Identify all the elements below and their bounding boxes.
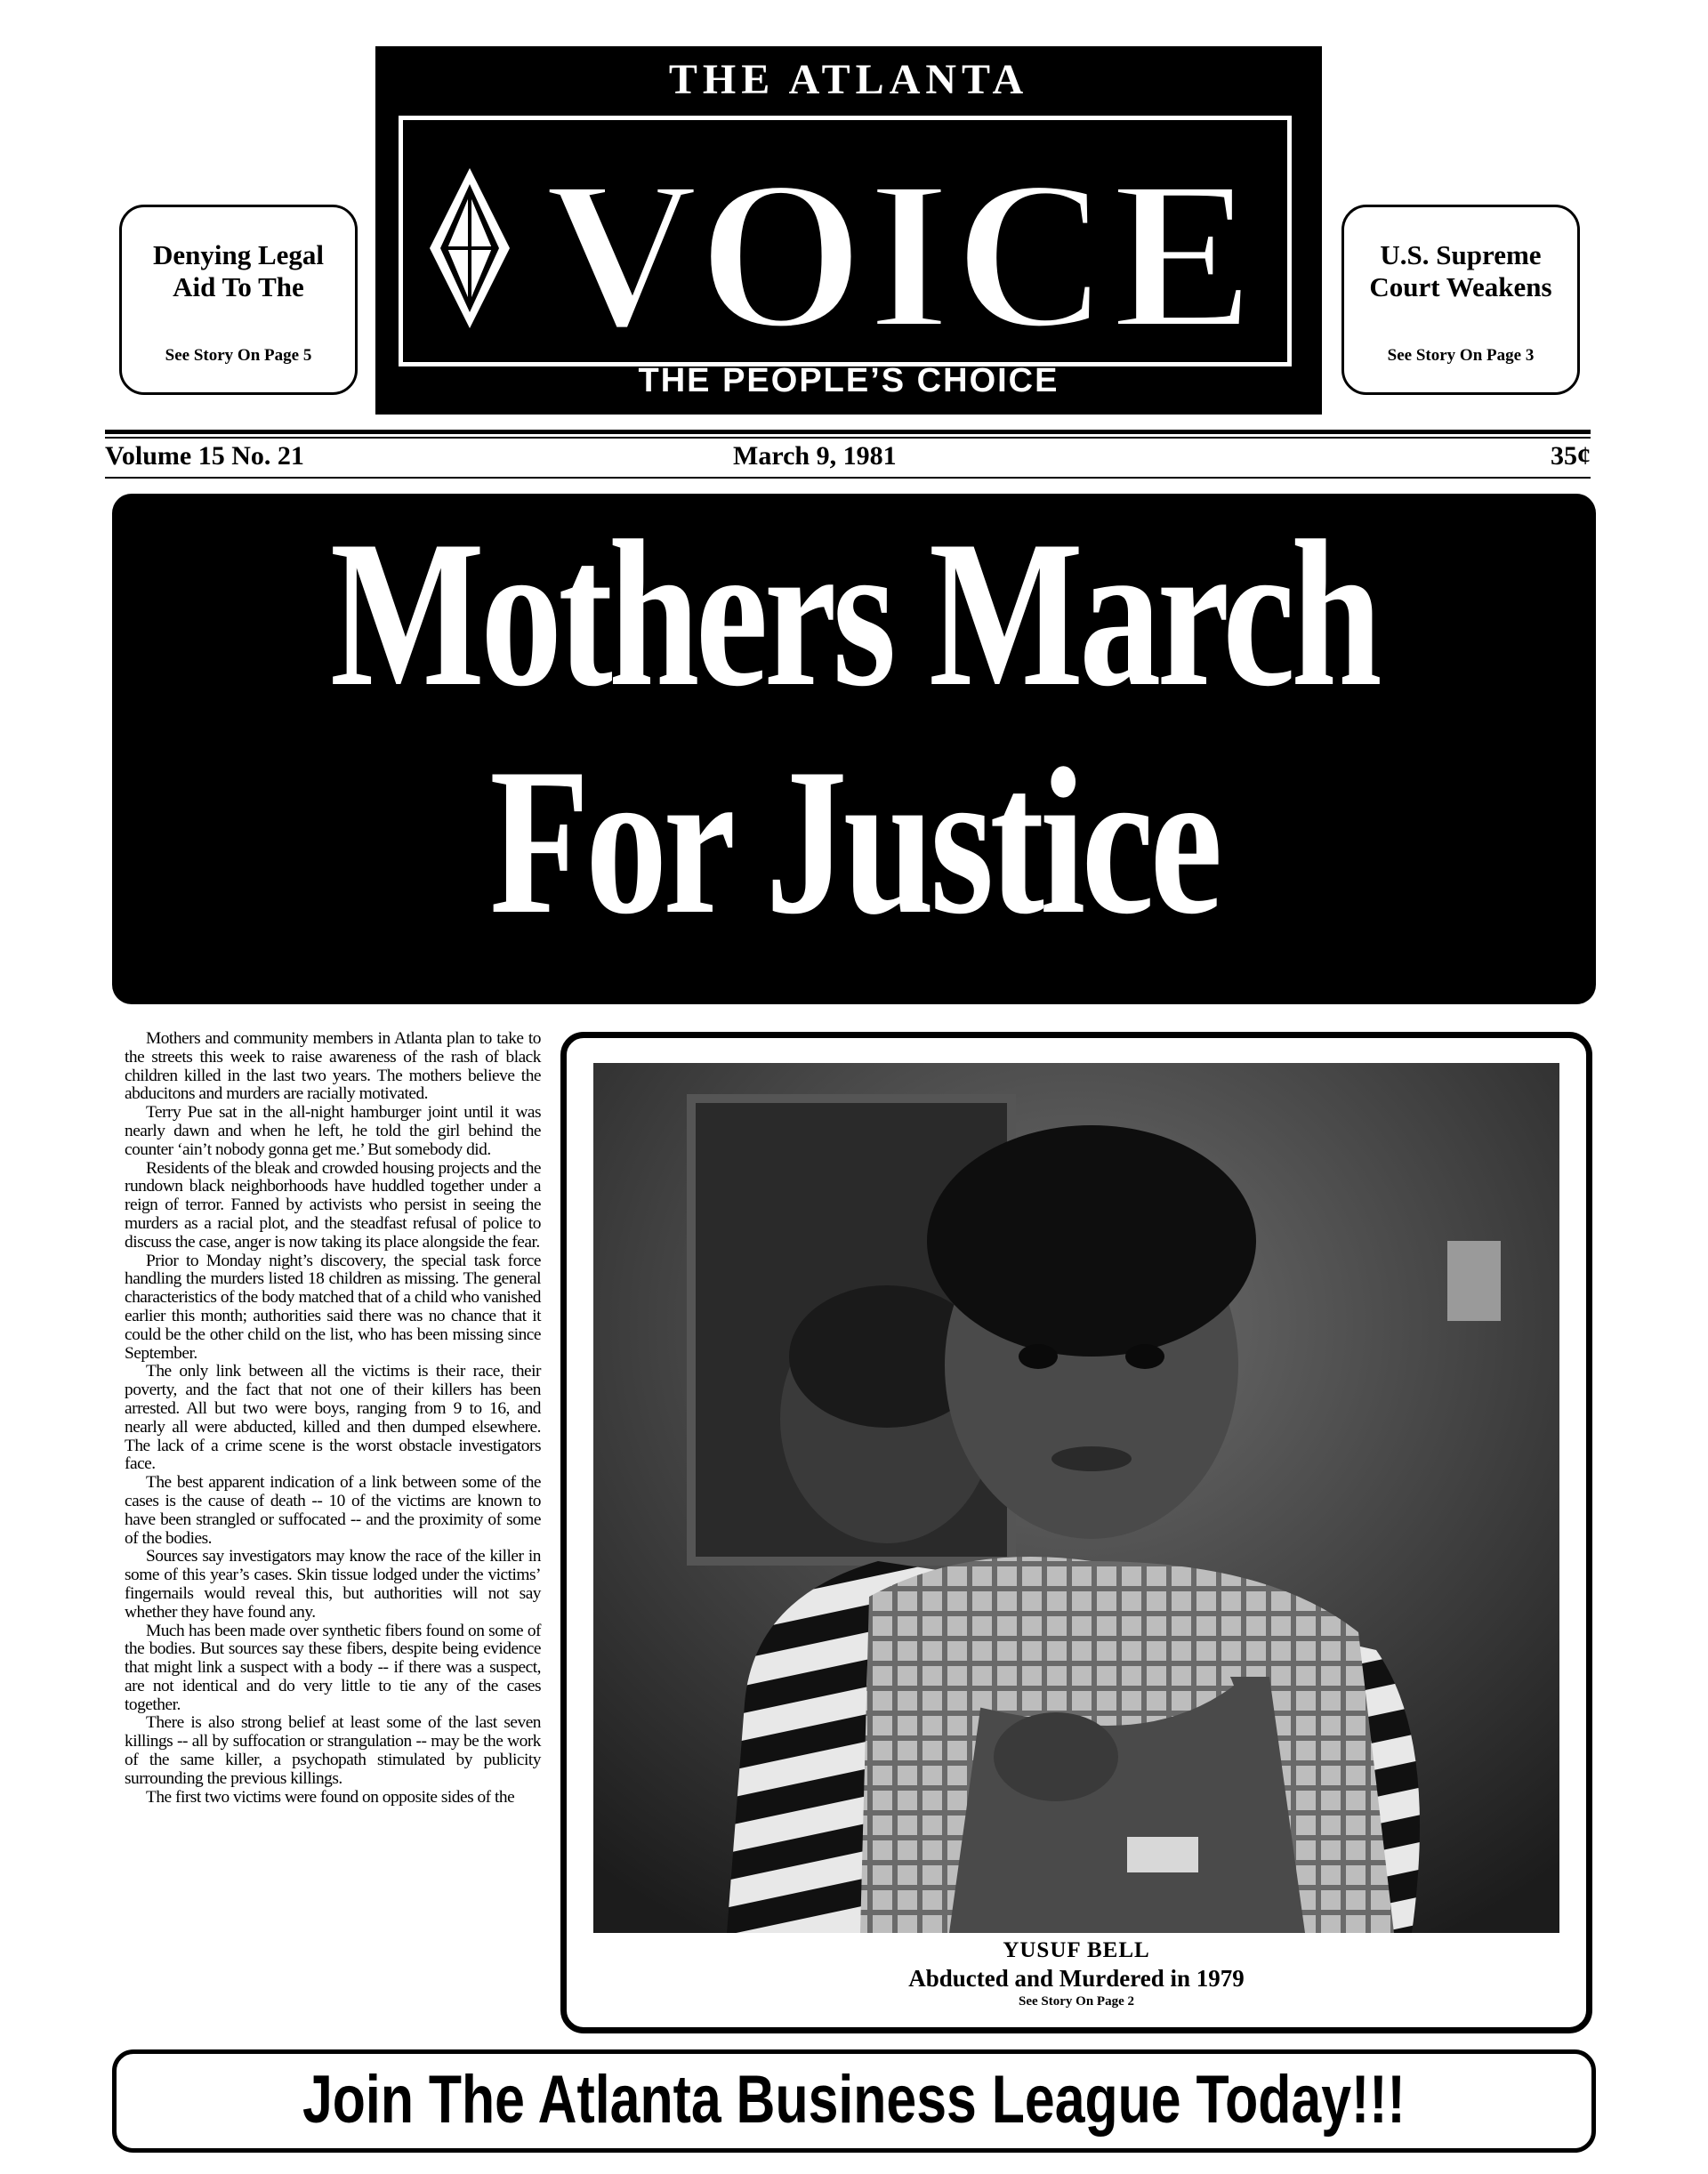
article-paragraph: Mothers and community members in Atlanta plan to take to the streets this week to raise awareness of the rash of black children killed in the last two years. The mothers believe the abducitons and murders are racially motivated. xyxy=(125,1029,541,1104)
left-teaser-headline: Denying Legal Aid To The xyxy=(152,239,325,302)
business-league-ad[interactable] xyxy=(112,2049,1596,2153)
svg-text:VOICE: VOICE xyxy=(544,159,1258,337)
right-teaser-box[interactable] xyxy=(1341,205,1580,395)
article-paragraph: Much has been made over synthetic fibers found on some of the bodies. But sources say these fibers, despite being evidence that might link a suspect with a body -- if there was a suspect, are not identical and do very little to tie any of the cases together. xyxy=(125,1621,541,1714)
masthead xyxy=(375,46,1322,415)
right-teaser-see-story[interactable]: See Story On Page 3 xyxy=(1387,346,1535,365)
article-paragraph: There is also strong belief at least some of the last seven killings -- all by suffocation or strangulation -- may be the work of the same killer, a psychopath stimulated by publicity surrounding the previous killings. xyxy=(125,1713,541,1788)
article-paragraph: Terry Pue sat in the all-night hamburger joint until it was nearly dawn and when he left, he told the girl behind the counter ‘ain’t nobody gonna get me.’ But somebody did. xyxy=(125,1103,541,1159)
masthead-tagline: THE PEOPLE’S CHOICE xyxy=(638,362,1059,399)
masthead-frame xyxy=(399,116,1292,366)
photo-illustration xyxy=(593,1063,1559,1933)
voice-logo xyxy=(421,159,1275,337)
diamond-emblem-icon xyxy=(430,168,510,328)
news-photo xyxy=(593,1063,1559,1933)
volume-number: Volume 15 No. 21 xyxy=(105,441,304,471)
article-paragraph: Prior to Monday night’s discovery, the special task force handling the murders listed 18 children as missing. The general characteristics of the body matched that of a child who vanished earlier this month; authorities said there was no chance that it could be the other child on the list, who has been missing since September. xyxy=(125,1251,541,1363)
caption-see-story[interactable]: See Story On Page 2 xyxy=(1019,1994,1134,2009)
article-paragraph: Sources say investigators may know the race of the killer in some of this year’s cases. Skin tissue lodged under the victims’ fingernails would reveal this, but authorities will not say whether they have found any. xyxy=(125,1547,541,1622)
article-paragraph: The best apparent indication of a link between some of the cases is the cause of death -- 10 of the victims are known to have been strangled or suffocated -- and the proximity of some of the bodies. xyxy=(125,1473,541,1548)
headline-line-1: Mothers March xyxy=(330,498,1378,730)
article-paragraph: The first two victims were found on opposite sides of the xyxy=(146,1787,515,1807)
photo-caption xyxy=(567,1938,1586,2009)
dateline-top-rule xyxy=(105,430,1591,434)
article-paragraph: Residents of the bleak and crowded housing projects and the rundown black neighborhoods have huddled together under a reign of terror. Fanned by activists who persist in seeing the murders as a racial plot, and the steadfast refusal of police to discuss the case, anger is now taking its place alongside the fear. xyxy=(125,1158,541,1252)
headline-banner xyxy=(112,494,1596,1004)
left-teaser-box[interactable] xyxy=(119,205,358,395)
issue-date: March 9, 1981 xyxy=(733,441,897,471)
article-body xyxy=(125,1030,541,1807)
left-teaser-see-story[interactable]: See Story On Page 5 xyxy=(165,346,312,365)
photo-box xyxy=(560,1032,1592,2033)
caption-name: YUSUF BELL xyxy=(1003,1938,1150,1962)
dateline xyxy=(105,441,1591,473)
ad-text: Join The Atlanta Business League Today!!! xyxy=(302,2062,1406,2138)
right-teaser-headline: U.S. Supreme Court Weakens xyxy=(1369,239,1552,302)
issue-price: 35¢ xyxy=(1551,441,1591,471)
headline-line-2: For Justice xyxy=(489,726,1219,958)
dateline-top-rule-thin xyxy=(105,437,1591,439)
article-paragraph: The only link between all the victims is their race, their poverty, and the fact that not one of their killers has been arrested. All but two were boys, ranging from 9 to 16, and nearly all were abducted, killed and then dumped elsewhere. The lack of a crime scene is the worst obstacle investigators face. xyxy=(125,1362,541,1474)
caption-subtitle: Abducted and Murdered in 1979 xyxy=(908,1965,1245,1992)
masthead-top-line: THE ATLANTA xyxy=(668,56,1029,103)
dateline-bottom-rule xyxy=(105,477,1591,479)
